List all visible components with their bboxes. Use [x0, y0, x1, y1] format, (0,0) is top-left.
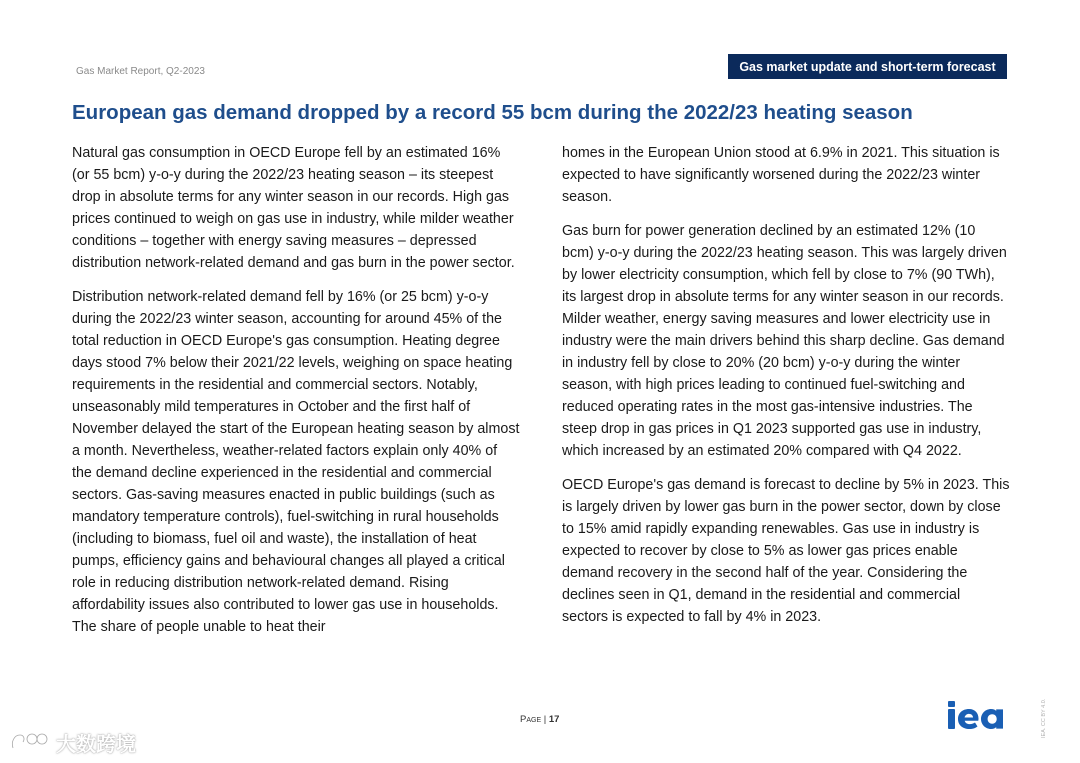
watermark-text: 大数跨境 [56, 733, 136, 756]
paragraph: Distribution network-related demand fell by 16% (or 25 bcm) y-o-y during the 2022/23 winter season, accounting for around 45% of the total reduction in OECD Europe's gas consumption. Heating degree days stood 7% below their 2021/22 levels, weighing on space heating requirements in the residential and commercial sectors. Notably, unseasonably mild temperatures in October and the first half of November delayed the start of the European heating season by almost a month. Nevertheless, weather-related factors explain only 40% of the demand decline experienced in the residential and commercial sectors. Gas-saving measures enacted in public buildings (such as mandatory temperature controls), fuel-switching in rural households (including to biomass, fuel oil and waste), the installation of heat pumps, efficiency gains and behavioural changes all played a critical role in reducing distribution network-related demand. Rising affordability issues also contributed to lower gas use in households. The share of people unable to heat their [72, 289, 520, 635]
page-label: Page [520, 714, 542, 725]
page-number-value: 17 [548, 714, 560, 725]
watermark [10, 728, 136, 756]
paragraph: homes in the European Union stood at 6.9% in 2021. This situation is expected to have significantly worsened during the 2022/23 winter season. [562, 145, 1000, 205]
iea-logo [946, 700, 1008, 736]
page-number: Page | 17 [520, 714, 560, 725]
paragraph: OECD Europe's gas demand is forecast to decline by 5% in 2023. This is largely driven by lower gas burn in the power sector, down by close to 15% amid rapidly expanding renewables. Gas use in industry is expected to recover by close to 5% as lower gas prices enable demand recovery in the second half of the year. Considering the declines seen in Q1, demand in the residential and commercial sectors is expected to fall by 4% in 2023. [562, 477, 1010, 625]
right-column [562, 142, 1010, 640]
section-badge: Gas market update and short-term forecast [728, 54, 1007, 79]
watermark-logo-icon [10, 730, 50, 754]
left-column [72, 142, 520, 650]
report-name: Gas Market Report, Q2-2023 [76, 66, 205, 77]
license-text: IEA. CC BY 4.0. [1041, 698, 1047, 738]
paragraph: Natural gas consumption in OECD Europe fell by an estimated 16% (or 55 bcm) y-o-y during the 2022/23 heating season – its steepest drop in absolute terms for any winter season in our records. High gas prices continued to weigh on gas use in industry, while milder weather conditions – together with energy saving measures – depressed distribution network-related demand and gas burn in the power sector. [72, 145, 515, 271]
paragraph: Gas burn for power generation declined by an estimated 12% (10 bcm) y-o-y during the 2022/23 heating season. This was largely driven by lower electricity consumption, which fell by close to 7% (90 TWh), its largest drop in absolute terms for any winter season in our records. Milder weather, energy saving measures and lower electricity use in industry were the main drivers behind this sharp decline. Gas demand in industry fell by close to 20% (20 bcm) y-o-y during the winter season, with high prices leading to continued fuel-switching and reduced operating rates in the most gas-intensive industries. The steep drop in gas prices in Q1 2023 supported gas use in industry, which increased by an estimated 20% compared with Q4 2022. [562, 223, 1007, 459]
page-title: European gas demand dropped by a record 55 bcm during the 2022/23 heating season [72, 101, 913, 124]
